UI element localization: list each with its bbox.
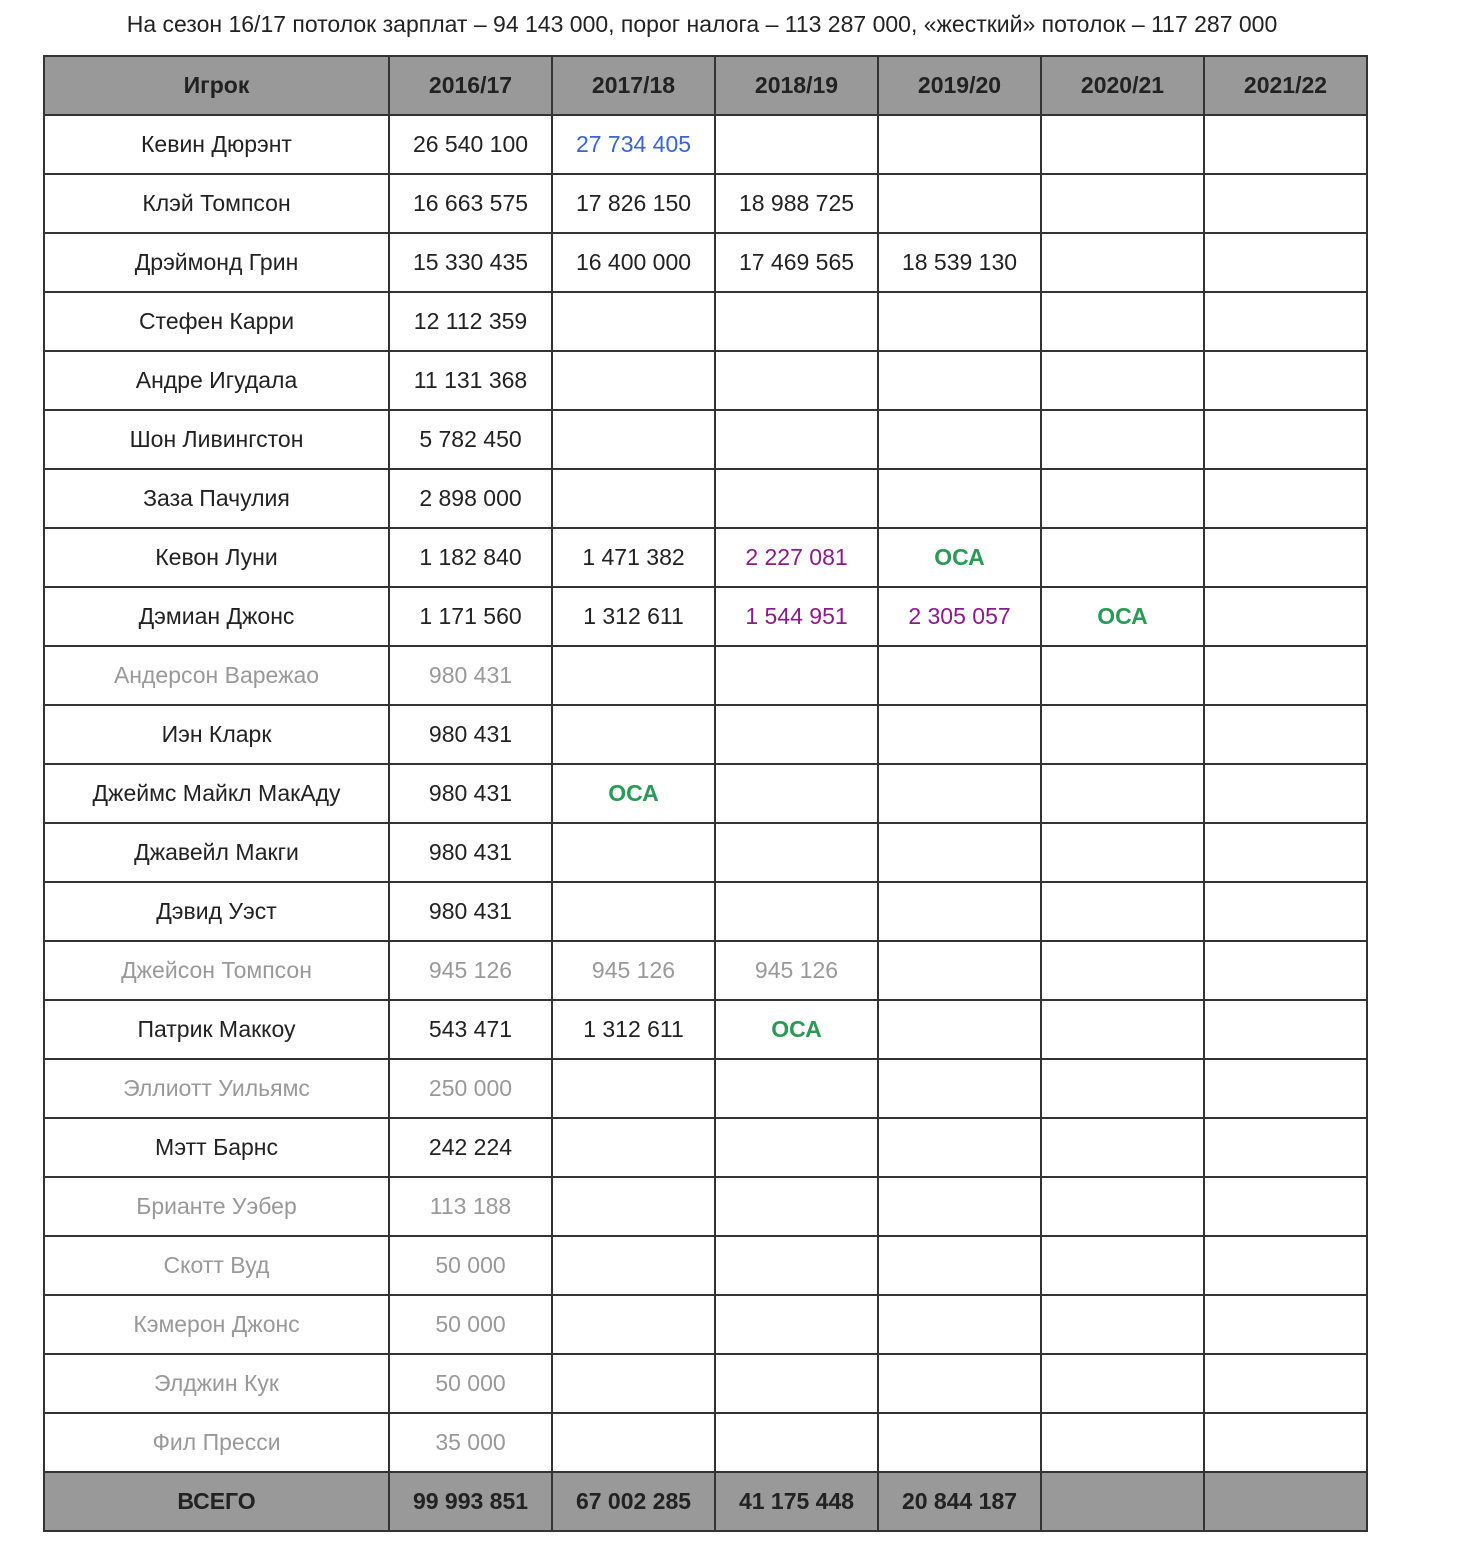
table-row (44, 1059, 1367, 1118)
salary-cell (715, 1177, 878, 1236)
salary-cell: 18 539 130 (878, 233, 1041, 292)
salary-cell (552, 351, 715, 410)
salary-cell (1041, 351, 1204, 410)
salary-cell (878, 646, 1041, 705)
player-name: Иэн Кларк (44, 705, 389, 764)
header-season: 2021/22 (1204, 56, 1367, 115)
salary-cell: 26 540 100 (389, 115, 552, 174)
table-body (44, 115, 1367, 1472)
salary-cell (878, 823, 1041, 882)
legend-strip-cropped (43, 1538, 1283, 1546)
salary-cell (878, 1354, 1041, 1413)
salary-cell (552, 882, 715, 941)
salary-cell: 35 000 (389, 1413, 552, 1472)
salary-cell (1041, 646, 1204, 705)
salary-cell: 50 000 (389, 1236, 552, 1295)
table-row (44, 410, 1367, 469)
salary-cell: 543 471 (389, 1000, 552, 1059)
salary-cell: 17 469 565 (715, 233, 878, 292)
table-row (44, 351, 1367, 410)
salary-cell (715, 1236, 878, 1295)
player-name: Андре Игудала (44, 351, 389, 410)
player-name: Кэмерон Джонс (44, 1295, 389, 1354)
salary-cell (1041, 1059, 1204, 1118)
total-value: 41 175 448 (715, 1472, 878, 1531)
salary-cell: 980 431 (389, 764, 552, 823)
table-row (44, 1000, 1367, 1059)
player-name: Скотт Вуд (44, 1236, 389, 1295)
salary-cell (1041, 233, 1204, 292)
salary-cell (552, 705, 715, 764)
salary-cap-caption: На сезон 16/17 потолок зарплат – 94 143 000, порог налога – 113 287 000, «жесткий» потолок – 117 287 000 (126, 11, 1278, 37)
salary-cell (1204, 705, 1367, 764)
salary-cell (715, 1413, 878, 1472)
salary-cell (1204, 174, 1367, 233)
salary-cell: ОСА (878, 528, 1041, 587)
total-value: 20 844 187 (878, 1472, 1041, 1531)
header-season: 2020/21 (1041, 56, 1204, 115)
salary-cell (1041, 764, 1204, 823)
header-season: 2019/20 (878, 56, 1041, 115)
salary-cell (878, 1236, 1041, 1295)
salary-cell (1041, 469, 1204, 528)
salary-cell (1041, 1295, 1204, 1354)
salary-cell (878, 1295, 1041, 1354)
salary-cell (715, 351, 878, 410)
salary-cell (878, 174, 1041, 233)
table-row (44, 1177, 1367, 1236)
player-name: Кевон Луни (44, 528, 389, 587)
player-name: Кевин Дюрэнт (44, 115, 389, 174)
salary-cell (1204, 1118, 1367, 1177)
salary-cell (1204, 469, 1367, 528)
player-name: Патрик Маккоу (44, 1000, 389, 1059)
salary-cell: 1 471 382 (552, 528, 715, 587)
salary-cell (715, 1118, 878, 1177)
salary-cell: 12 112 359 (389, 292, 552, 351)
salary-cell: 2 227 081 (715, 528, 878, 587)
salary-cell (552, 1413, 715, 1472)
player-name: Джейсон Томпсон (44, 941, 389, 1000)
salary-cell: 17 826 150 (552, 174, 715, 233)
total-row (44, 1472, 1367, 1531)
salary-cell (1041, 882, 1204, 941)
salary-cell: 1 312 611 (552, 1000, 715, 1059)
salary-cell (878, 410, 1041, 469)
salary-cell (1204, 292, 1367, 351)
salary-cell (878, 1177, 1041, 1236)
salary-cell: ОСА (552, 764, 715, 823)
salary-cell (1204, 1000, 1367, 1059)
salary-cell (1204, 1059, 1367, 1118)
total-value: 67 002 285 (552, 1472, 715, 1531)
player-name: Заза Пачулия (44, 469, 389, 528)
salary-cell (1041, 941, 1204, 1000)
salary-cell (1204, 1413, 1367, 1472)
table-row (44, 233, 1367, 292)
salary-cell (1204, 823, 1367, 882)
salary-cell: 945 126 (552, 941, 715, 1000)
salary-cell: 1 171 560 (389, 587, 552, 646)
salary-cell: 15 330 435 (389, 233, 552, 292)
header-season: 2016/17 (389, 56, 552, 115)
salary-cell: 945 126 (715, 941, 878, 1000)
salary-cell (1041, 1000, 1204, 1059)
salary-cell (715, 1295, 878, 1354)
salary-cell (878, 705, 1041, 764)
salary-cell (878, 1000, 1041, 1059)
salary-cell (1204, 115, 1367, 174)
salary-cell (552, 410, 715, 469)
salary-cell: 1 312 611 (552, 587, 715, 646)
total-label: ВСЕГО (44, 1472, 389, 1531)
salary-cell (1204, 941, 1367, 1000)
table-row (44, 646, 1367, 705)
table-row (44, 705, 1367, 764)
salary-cell (552, 1354, 715, 1413)
salary-cell (878, 1118, 1041, 1177)
salary-cell (715, 410, 878, 469)
salary-cell (1041, 292, 1204, 351)
salary-cell (1204, 587, 1367, 646)
salary-cell: 2 898 000 (389, 469, 552, 528)
salary-cell (715, 646, 878, 705)
table-header-row (44, 56, 1367, 115)
table-row (44, 882, 1367, 941)
salary-cell (1204, 646, 1367, 705)
salary-cell (1204, 233, 1367, 292)
salary-cell (552, 1177, 715, 1236)
header-season: 2018/19 (715, 56, 878, 115)
salary-cell: 16 400 000 (552, 233, 715, 292)
table-row (44, 823, 1367, 882)
salary-cell (878, 764, 1041, 823)
salary-cell (1204, 882, 1367, 941)
salary-cell (1041, 115, 1204, 174)
table-row (44, 1413, 1367, 1472)
salary-cell (878, 351, 1041, 410)
salary-cell: ОСА (1041, 587, 1204, 646)
salary-cell (552, 646, 715, 705)
player-name: Фил Пресси (44, 1413, 389, 1472)
salary-cell (878, 115, 1041, 174)
salary-cell (715, 882, 878, 941)
player-name: Стефен Карри (44, 292, 389, 351)
salary-cell: 945 126 (389, 941, 552, 1000)
player-name: Клэй Томпсон (44, 174, 389, 233)
salary-cell: 2 305 057 (878, 587, 1041, 646)
player-name: Эллиотт Уильямс (44, 1059, 389, 1118)
salary-cell (715, 1354, 878, 1413)
player-name: Дэмиан Джонс (44, 587, 389, 646)
salary-cell (1204, 764, 1367, 823)
salary-table (43, 55, 1368, 1532)
salary-cell (1204, 1177, 1367, 1236)
salary-cell (878, 1413, 1041, 1472)
table-row (44, 292, 1367, 351)
salary-cell (1041, 1354, 1204, 1413)
salary-cell (715, 469, 878, 528)
salary-cell (1204, 528, 1367, 587)
player-name: Джавейл Макги (44, 823, 389, 882)
header-player: Игрок (44, 56, 389, 115)
salary-cell (1204, 351, 1367, 410)
salary-cell (552, 292, 715, 351)
salary-cell: 50 000 (389, 1295, 552, 1354)
salary-cell (552, 1059, 715, 1118)
salary-cell (1041, 1177, 1204, 1236)
salary-cell (1041, 410, 1204, 469)
salary-cell: 113 188 (389, 1177, 552, 1236)
salary-cell: 16 663 575 (389, 174, 552, 233)
player-name: Андерсон Варежао (44, 646, 389, 705)
salary-cell (552, 1118, 715, 1177)
player-name: Мэтт Барнс (44, 1118, 389, 1177)
salary-cell (1041, 528, 1204, 587)
salary-cell (552, 469, 715, 528)
salary-cell (552, 1295, 715, 1354)
player-name: Элджин Кук (44, 1354, 389, 1413)
table-row (44, 528, 1367, 587)
salary-cell (878, 1059, 1041, 1118)
salary-cell: 27 734 405 (552, 115, 715, 174)
total-value (1204, 1472, 1367, 1531)
salary-cell (878, 292, 1041, 351)
salary-cell (1204, 1354, 1367, 1413)
salary-cell: 980 431 (389, 823, 552, 882)
salary-cell: 50 000 (389, 1354, 552, 1413)
salary-cell: 250 000 (389, 1059, 552, 1118)
salary-cell (715, 292, 878, 351)
table-row (44, 587, 1367, 646)
salary-cell: 980 431 (389, 705, 552, 764)
salary-cell: ОСА (715, 1000, 878, 1059)
salary-cell (1041, 1236, 1204, 1295)
salary-cell (715, 823, 878, 882)
salary-cell (878, 469, 1041, 528)
total-value (1041, 1472, 1204, 1531)
salary-cell (715, 705, 878, 764)
salary-cell (552, 823, 715, 882)
table-row (44, 1295, 1367, 1354)
table-row (44, 764, 1367, 823)
table-row (44, 115, 1367, 174)
salary-cell (1041, 823, 1204, 882)
salary-cell: 5 782 450 (389, 410, 552, 469)
salary-cell (1204, 410, 1367, 469)
salary-cell: 242 224 (389, 1118, 552, 1177)
table-row (44, 1236, 1367, 1295)
table-row (44, 174, 1367, 233)
salary-cell (715, 1059, 878, 1118)
salary-cell: 1 544 951 (715, 587, 878, 646)
salary-cell (552, 1236, 715, 1295)
table-row (44, 941, 1367, 1000)
table-row (44, 469, 1367, 528)
salary-cell: 18 988 725 (715, 174, 878, 233)
player-name: Шон Ливингстон (44, 410, 389, 469)
salary-cell (715, 115, 878, 174)
player-name: Джеймс Майкл МакАду (44, 764, 389, 823)
salary-cell (1204, 1295, 1367, 1354)
salary-cell (1041, 1118, 1204, 1177)
salary-cell (1041, 174, 1204, 233)
salary-cell (1041, 1413, 1204, 1472)
player-name: Дэвид Уэст (44, 882, 389, 941)
salary-cell: 1 182 840 (389, 528, 552, 587)
salary-cell (715, 764, 878, 823)
player-name: Брианте Уэбер (44, 1177, 389, 1236)
salary-cell (1041, 705, 1204, 764)
salary-cell: 11 131 368 (389, 351, 552, 410)
salary-cell: 980 431 (389, 882, 552, 941)
player-name: Дрэймонд Грин (44, 233, 389, 292)
table-row (44, 1354, 1367, 1413)
header-season: 2017/18 (552, 56, 715, 115)
table-row (44, 1118, 1367, 1177)
salary-cell: 980 431 (389, 646, 552, 705)
salary-cell (1204, 1236, 1367, 1295)
salary-cell (878, 941, 1041, 1000)
salary-cell (878, 882, 1041, 941)
total-value: 99 993 851 (389, 1472, 552, 1531)
